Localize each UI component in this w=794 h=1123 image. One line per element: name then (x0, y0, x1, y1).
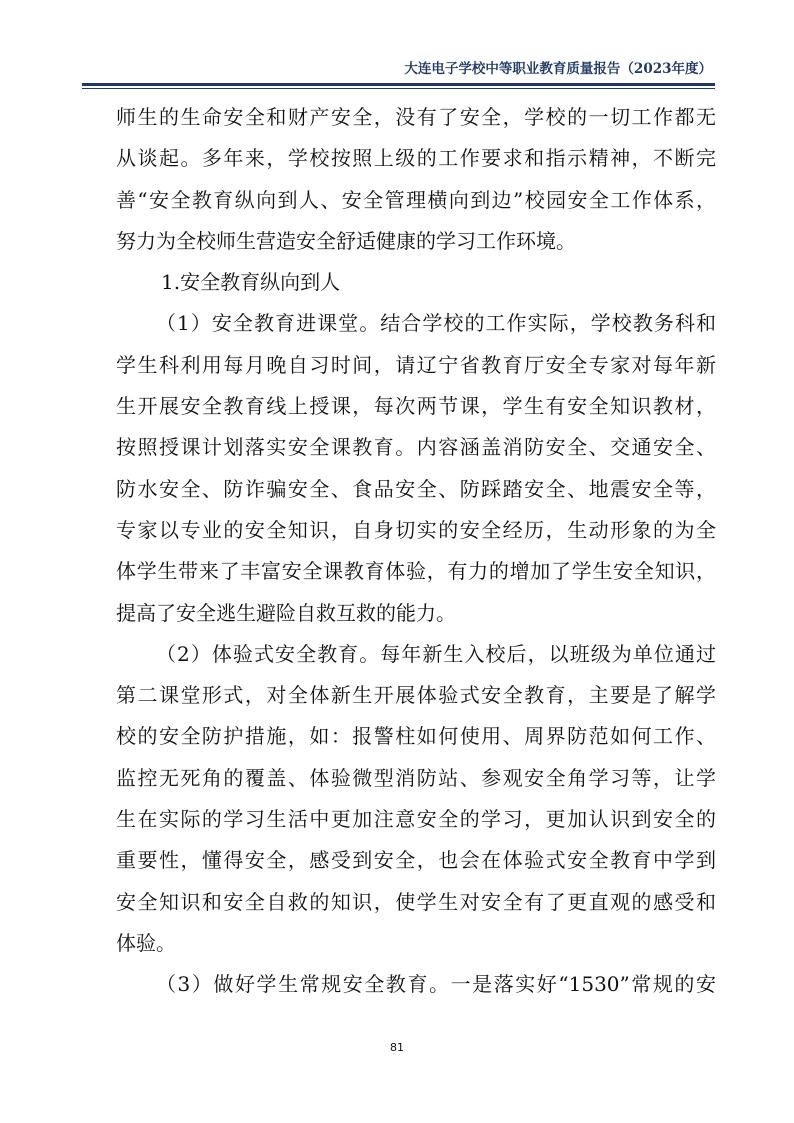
text-line: 监控无死角的覆盖、体验微型消防站、参观安全角学习等，让学 (116, 765, 716, 790)
text-line: 从谈起。多年来，学校按照上级的工作要求和指示精神，不断完 (116, 146, 716, 171)
text-line: 重要性，懂得安全，感受到安全，也会在体验式安全教育中学到 (116, 848, 716, 873)
text-line: （1）安全教育进课堂。结合学校的工作实际，学校教务科和 (156, 311, 716, 336)
text-line: 专家以专业的安全知识，自身切实的安全经历，生动形象的为全 (116, 517, 716, 542)
text-line: 体学生带来了丰富安全课教育体验，有力的增加了学生安全知识， (116, 559, 716, 584)
text-line: 善“安全教育纵向到人、安全管理横向到边”校园安全工作体系， (116, 187, 716, 212)
text-line: 提高了安全逃生避险自救互救的能力。 (116, 600, 456, 625)
header-title: 大连电子学校中等职业教育质量报告（2023年度） (404, 61, 712, 77)
body-text (116, 97, 716, 1006)
text-line: 校的安全防护措施，如：报警柱如何使用、周界防范如何工作、 (116, 724, 716, 749)
header-rule-thin (82, 88, 715, 89)
text-line: 安全知识和安全自救的知识，使学生对安全有了更直观的感受和 (116, 889, 716, 914)
section-heading: 1.安全教育纵向到人 (161, 270, 341, 295)
text-line: 学生科利用每月晚自习时间，请辽宁省教育厅安全专家对每年新 (116, 352, 716, 377)
text-line: 按照授课计划落实安全课教育。内容涵盖消防安全、交通安全、 (116, 435, 716, 460)
text-line: 防水安全、防诈骗安全、食品安全、防踩踏安全、地震安全等， (116, 476, 716, 501)
text-line: 生在实际的学习生活中更加注意安全的学习，更加认识到安全的 (116, 807, 716, 832)
text-line: 努力为全校师生营造安全舒适健康的学习工作环境。 (116, 228, 576, 253)
text-line: 体验。 (116, 930, 176, 955)
text-line: 生开展安全教育线上授课，每次两节课，学生有安全知识教材， (116, 394, 716, 419)
text-line: （3）做好学生常规安全教育。一是落实好“1530”常规的安 (156, 972, 716, 997)
header-rule-thick (82, 83, 715, 86)
text-line: 师生的生命安全和财产安全，没有了安全，学校的一切工作都无 (116, 105, 716, 129)
page-number: 81 (390, 1041, 404, 1054)
text-line: 第二课堂形式，对全体新生开展体验式安全教育，主要是了解学 (116, 683, 716, 708)
text-line: （2）体验式安全教育。每年新生入校后，以班级为单位通过 (156, 641, 716, 666)
